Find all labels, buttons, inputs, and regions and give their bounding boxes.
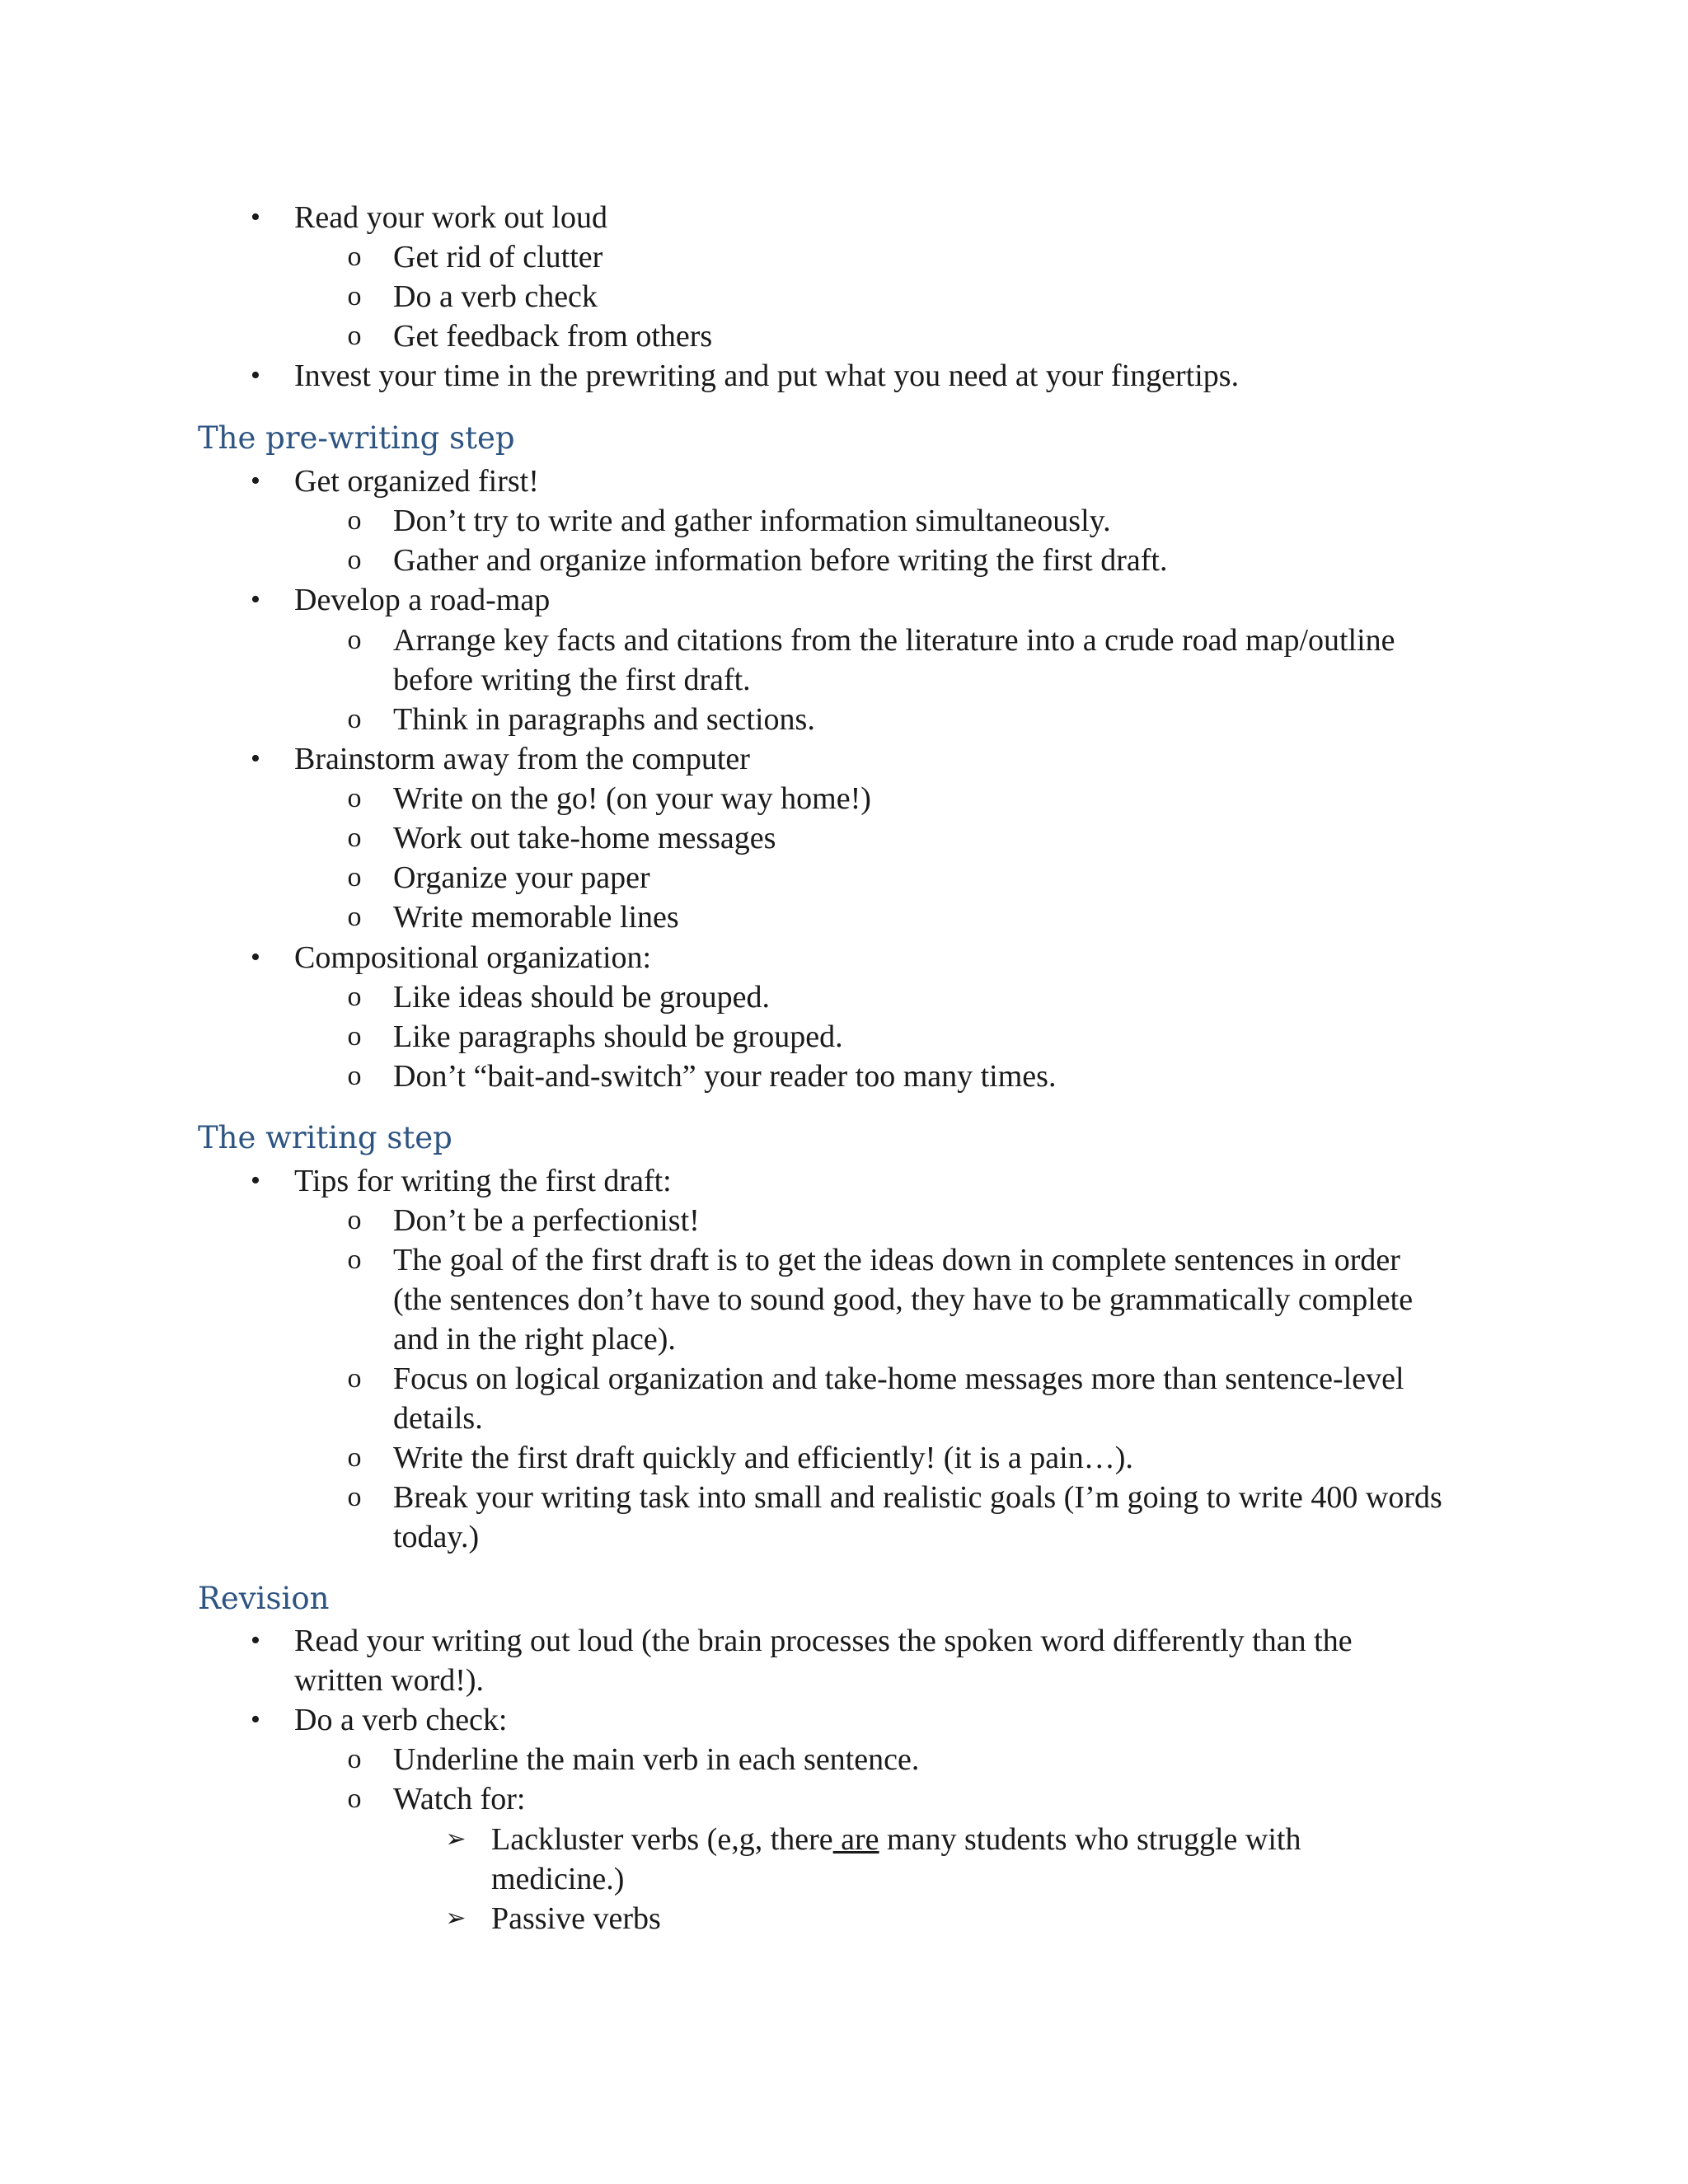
- sub-sub-list-item-continuation: medicine.): [491, 1862, 625, 1896]
- section-heading-prewriting: The pre-writing step: [198, 420, 515, 456]
- bullet-marker: •: [251, 942, 260, 972]
- sub-list-item: Get feedback from others: [393, 319, 713, 354]
- sub-bullet-marker: o: [347, 1061, 362, 1091]
- sub-list-item-continuation: today.): [393, 1520, 480, 1554]
- sub-sub-list-item: Passive verbs: [491, 1901, 661, 1936]
- sub-bullet-marker: o: [347, 321, 362, 351]
- section-heading-writing: The writing step: [198, 1120, 452, 1155]
- sub-list-item: Don’t try to write and gather information simultaneously.: [393, 504, 1111, 538]
- bullet-marker: •: [251, 360, 260, 391]
- bullet-marker: •: [251, 202, 260, 232]
- sub-list-item: Write the first draft quickly and efficiently! (it is a pain…).: [393, 1441, 1133, 1475]
- sub-list-item: Do a verb check: [393, 279, 598, 314]
- list-item: Compositional organization:: [294, 940, 652, 975]
- list-item: Brainstorm away from the computer: [294, 742, 750, 776]
- sub-list-item: Think in paragraphs and sections.: [393, 702, 815, 737]
- sub-list-item-continuation: (the sentences don’t have to sound good, they have to be grammatically complete: [393, 1282, 1414, 1317]
- sub-bullet-marker: o: [347, 783, 362, 813]
- bullet-marker: •: [251, 584, 260, 615]
- list-item: Invest your time in the prewriting and put what you need at your fingertips.: [294, 359, 1240, 393]
- sub-bullet-marker: o: [347, 545, 362, 575]
- sub-list-item: Like paragraphs should be grouped.: [393, 1019, 843, 1054]
- sub-bullet-marker: o: [347, 1021, 362, 1052]
- arrow-bullet-icon: ➢: [445, 1825, 467, 1853]
- sub-list-item: Work out take-home messages: [393, 821, 776, 855]
- sub-list-item-continuation: details.: [393, 1401, 483, 1436]
- list-item: Read your writing out loud (the brain processes the spoken word differently than the: [294, 1624, 1353, 1658]
- underlined-verb: are: [832, 1822, 879, 1857]
- sub-bullet-marker: o: [347, 505, 362, 536]
- sub-bullet-marker: o: [347, 241, 362, 272]
- sub-list-item: Don’t be a perfectionist!: [393, 1203, 700, 1238]
- sub-list-item: Underline the main verb in each sentence.: [393, 1742, 920, 1777]
- list-item: Tips for writing the first draft:: [294, 1164, 672, 1198]
- section-heading-revision: Revision: [198, 1581, 330, 1616]
- bullet-marker: •: [251, 1625, 260, 1656]
- sub-list-item: The goal of the first draft is to get the ideas down in complete sentences in order: [393, 1243, 1400, 1277]
- sub-list-item: Like ideas should be grouped.: [393, 980, 770, 1015]
- sub-bullet-marker: o: [347, 1744, 362, 1774]
- sub-bullet-marker: o: [347, 862, 362, 893]
- sub-bullet-marker: o: [347, 1783, 362, 1814]
- sub-bullet-marker: o: [347, 625, 362, 655]
- sub-bullet-marker: o: [347, 823, 362, 853]
- sub-bullet-marker: o: [347, 1482, 362, 1512]
- bullet-marker: •: [251, 466, 260, 496]
- sub-list-item: Arrange key facts and citations from the literature into a crude road map/outline: [393, 623, 1395, 658]
- sub-bullet-marker: o: [347, 704, 362, 734]
- arrow-bullet-icon: ➢: [445, 1905, 467, 1932]
- sub-list-item: Watch for:: [393, 1782, 526, 1816]
- sub-list-item: Get rid of clutter: [393, 240, 603, 274]
- sub-bullet-marker: o: [347, 982, 362, 1012]
- sub-bullet-marker: o: [347, 902, 362, 932]
- list-item: Do a verb check:: [294, 1703, 508, 1737]
- sub-list-item: Gather and organize information before writing the first draft.: [393, 543, 1168, 578]
- sub-bullet-marker: o: [347, 281, 362, 312]
- sub-bullet-marker: o: [347, 1205, 362, 1235]
- list-item: Develop a road-map: [294, 583, 551, 617]
- item-text-pre: Lackluster verbs (e,g, there: [491, 1822, 833, 1857]
- sub-list-item: Break your writing task into small and realistic goals (I’m going to write 400 words: [393, 1480, 1442, 1515]
- list-item: Get organized first!: [294, 464, 539, 499]
- sub-list-item-continuation: before writing the first draft.: [393, 663, 751, 697]
- sub-bullet-marker: o: [347, 1442, 362, 1473]
- sub-list-item: Focus on logical organization and take-home messages more than sentence-level: [393, 1361, 1404, 1396]
- sub-bullet-marker: o: [347, 1244, 362, 1275]
- bullet-marker: •: [251, 743, 260, 774]
- item-text-post: many students who struggle with: [879, 1822, 1301, 1857]
- sub-sub-list-item: [491, 1820, 1301, 1859]
- sub-list-item: Write on the go! (on your way home!): [393, 781, 871, 816]
- list-item-continuation: written word!).: [294, 1663, 485, 1698]
- bullet-marker: •: [251, 1165, 260, 1196]
- bullet-marker: •: [251, 1704, 260, 1735]
- sub-list-item-continuation: and in the right place).: [393, 1322, 676, 1357]
- list-item: Read your work out loud: [294, 200, 607, 235]
- sub-bullet-marker: o: [347, 1363, 362, 1394]
- sub-list-item: Don’t “bait-and-switch” your reader too many times.: [393, 1059, 1057, 1094]
- sub-list-item: Organize your paper: [393, 860, 650, 895]
- sub-list-item: Write memorable lines: [393, 900, 679, 935]
